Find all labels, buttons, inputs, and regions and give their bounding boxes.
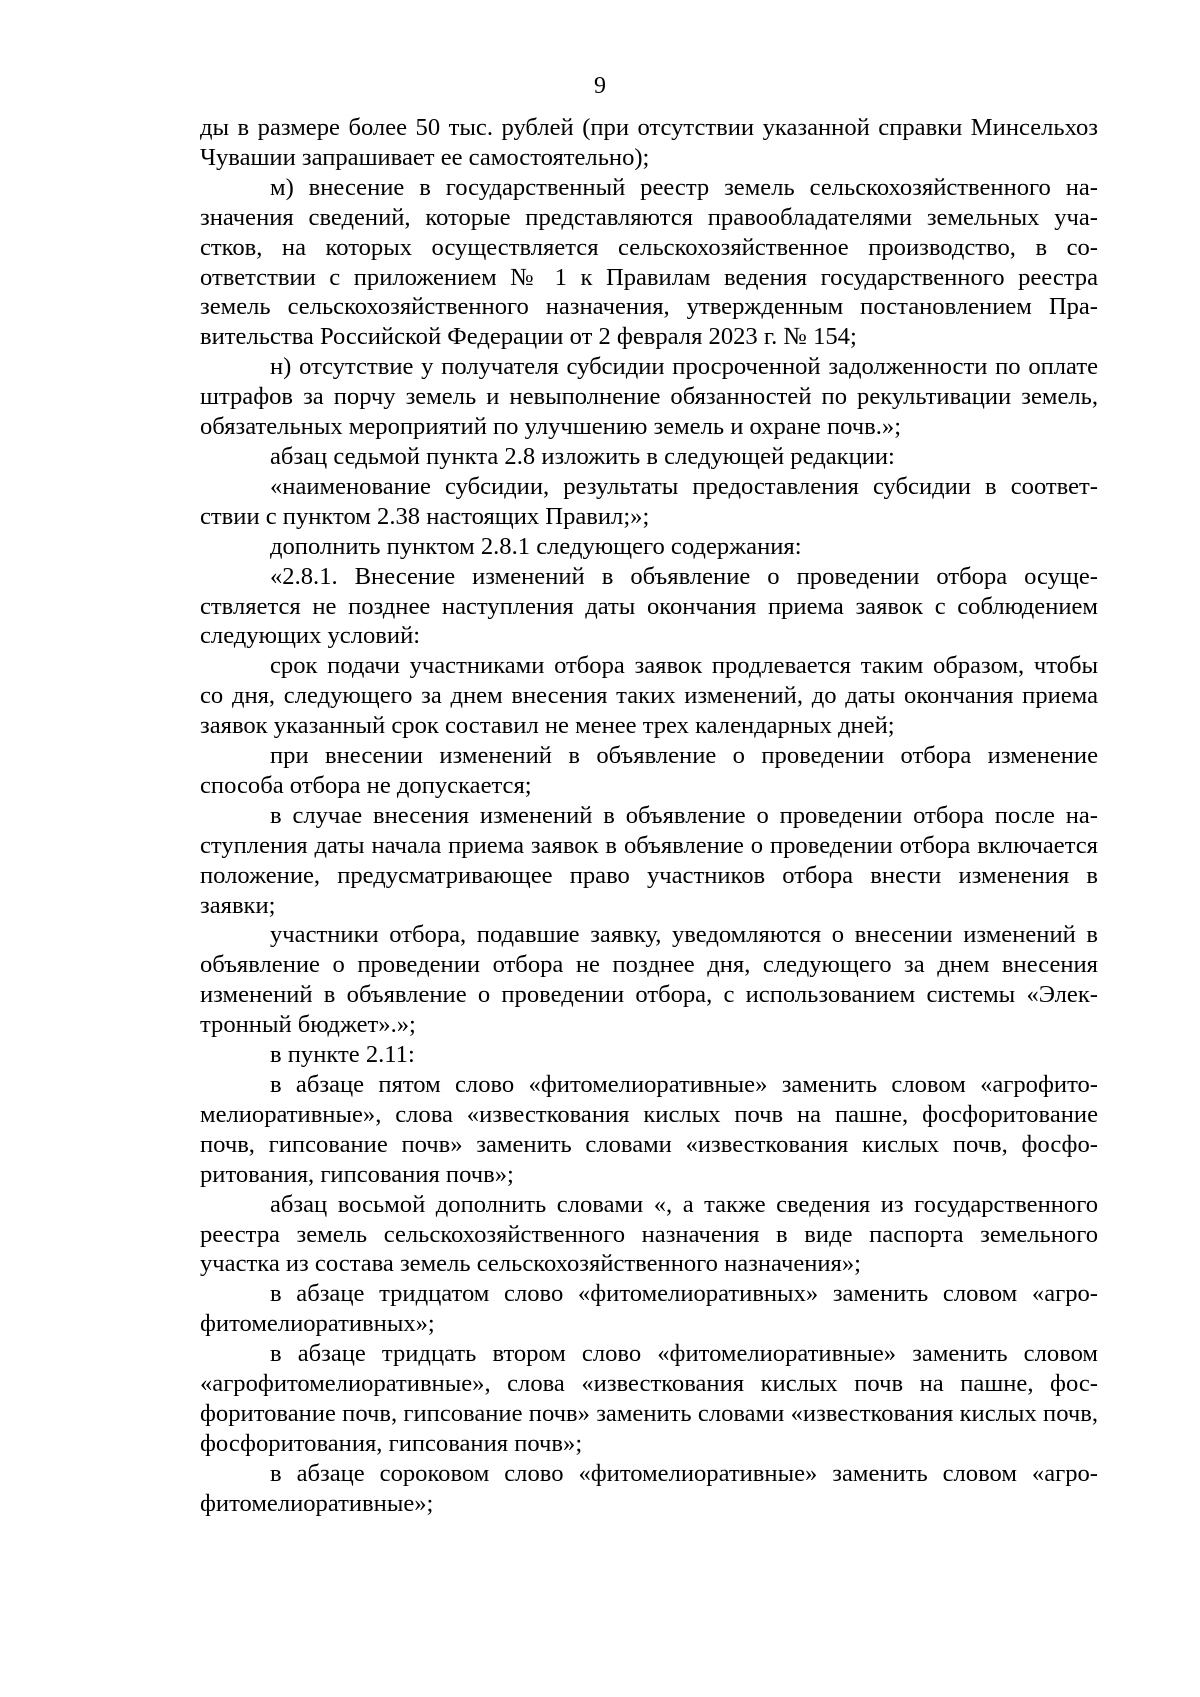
paragraph: в пункте 2.11: <box>270 1041 415 1069</box>
paragraph: при внесении изменений в объявление о проведении отбора изменение способа отбора не допускается; <box>200 742 1098 799</box>
paragraph: абзац седьмой пункта 2.8 изложить в следующей редакции: <box>270 442 895 470</box>
document-body <box>200 113 1098 1519</box>
paragraph: «наименование субсидии, результаты предоставления субсидии в соответствии с пунктом 2.38 настоящих Правил;»; <box>200 472 1098 530</box>
paragraph: в случае внесения изменений в объявление о проведении отбора после наступления даты начала приема заявок в объявление о проведении отбора включается положение, предусматривающее право участников отбора внести изменения в заявки; <box>200 801 1098 919</box>
paragraph: «2.8.1. Внесение изменений в объявление о проведении отбора осуществляется не позднее наступления даты окончания приема заявок с соблюдением следующих условий: <box>200 562 1098 650</box>
paragraph: дополнить пунктом 2.8.1 следующего содержания: <box>270 532 802 560</box>
paragraph: участники отбора, подавшие заявку, уведомляются о внесении изменений в объявление о проведении отбора не позднее дня, следующего за днем внесения изменений в объявление о проведении отбора, с использованием системы «Электронный бюджет».»; <box>200 921 1098 1039</box>
paragraph: срок подачи участниками отбора заявок продлевается таким образом, чтобы со дня, следующего за днем внесения таких изменений, до даты окончания приема заявок указанный срок составил не менее трех календарных дней; <box>200 652 1098 740</box>
paragraph: в абзаце пятом слово «фитомелиоративные» заменить словом «агрофитомелиоративные», слова «известкования кислых почв на пашне, фосфоритование почв, гипсование почв» заменить словами «известкования кислых почв, фосфоритования, гипсования почв»; <box>200 1071 1098 1188</box>
paragraph: в абзаце тридцать втором слово «фитомелиоративные» заменить словом «агрофитомелиоративные», слова «известкования кислых почв на пашне, фосфоритование почв, гипсование почв» заменить словами «известкования кислых почв, фосфоритования, гипсования почв»; <box>200 1340 1098 1457</box>
paragraph: абзац восьмой дополнить словами «, а также сведения из государственного реестра земель сельскохозяйственного назначения в виде паспорта земельного участка из состава земель сельскохозяйственного назначения»; <box>200 1190 1098 1278</box>
paragraph: ды в размере более 50 тыс. рублей (при отсутствии указанной справки Минсельхоз Чувашии запрашивает ее самостоятельно); <box>200 114 1098 171</box>
paragraph: в абзаце сороковом слово «фитомелиоративные» заменить словом «агрофитомелиоративные»; <box>200 1459 1098 1517</box>
page-number: 9 <box>594 73 606 99</box>
paragraph: м) внесение в государственный реестр земель сельскохозяйственного назначения сведений, которые представляются правообладателями земельных участков, на которых осуществляется сельскохозяйственное производство, в соответствии с приложением № 1 к Правилам ведения государственного реестра земель сельскохозяйственного назначения, утвержденным постановлением Правительства Российской Федерации от 2 февраля 2023 г. № 154; <box>200 173 1098 351</box>
paragraph: в абзаце тридцатом слово «фитомелиоративных» заменить словом «агрофитомелиоративных»; <box>200 1280 1098 1338</box>
paragraph: н) отсутствие у получателя субсидии просроченной задолженности по оплате штрафов за порчу земель и невыполнение обязанностей по рекультивации земель, обязательных мероприятий по улучшению земель и охране почв.»; <box>200 353 1098 441</box>
